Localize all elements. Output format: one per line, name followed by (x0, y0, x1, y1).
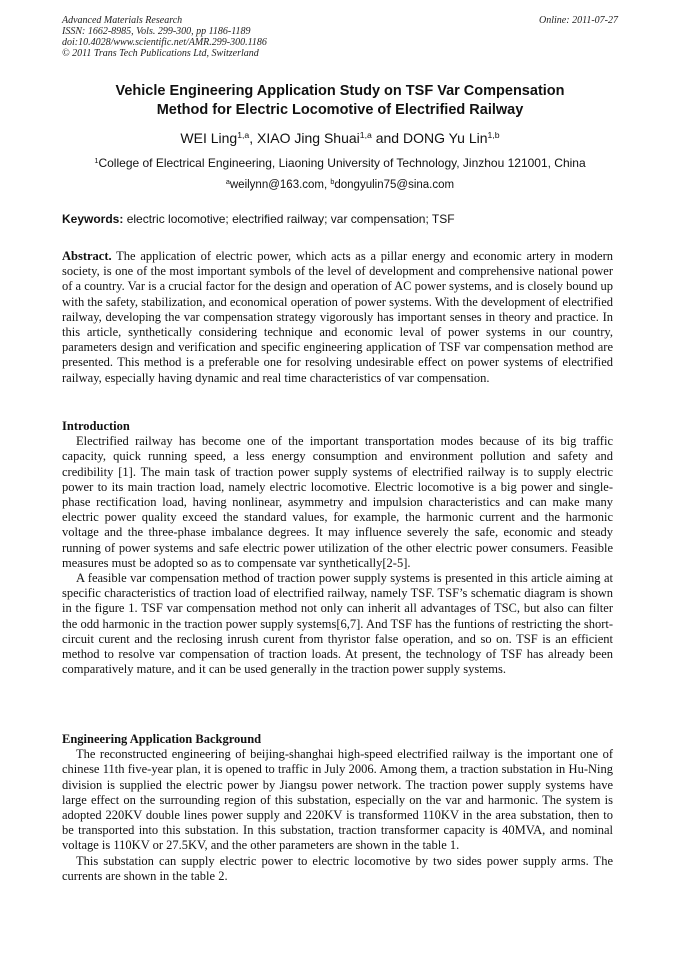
author-1: WEI Ling (180, 130, 238, 146)
title-line-2: Method for Electric Locomotive of Electrified Railway (156, 102, 524, 118)
background-section (62, 732, 613, 884)
abstract-label: Abstract. (62, 249, 112, 263)
paragraph: Electrified railway has become one of the important transportation modes because of its big traffic capacity, quick running speed, a less energy consumption and environment pollution and safety and credibility [1]. The main task of traction power supply systems of electrified railway is to supply electric power to its main traction load, namely electric locomotive. Electric locomotive is a big power and single-phase rectification load, having nonlinear, asymmetry and impulsion characteristics and can make many electric power quality exceed the standard values, for example, the harmonic current and the harmonic voltage and the three-phase imbalance degrees. It may influence severely the safe, economic and steady running of power systems and safe electric power utilization of the other electric power consumers. Feasible measures must be adopted so as to compensate var synthetically[2-5]. (62, 434, 613, 570)
author-3: DONG Yu Lin (402, 130, 488, 146)
copyright-line: © 2011 Trans Tech Publications Ltd, Switzerland (62, 48, 259, 59)
email-a-marker: a (225, 178, 230, 187)
paragraph: The reconstructed engineering of beijing-shanghai high-speed electrified railway is the important one of chinese 11th five-year plan, it is opened to traffic in July 2006. Among them, a traction substation in Hu-Ning division is supplied the electric power by Jiangsu power network. The traction power supply systems have large effect on the surrounding region of this substation, especially on the var and harmonic. The system is adopted 220KV double lines power supply and 220KV is transformed 110KV in the area substation, then to be transported into this substation. In this substation, traction transformer capacity is 40MVA, and nominal voltage is 110KV or 27.5KV, and the other parameters are shown in the table 1. (62, 747, 613, 853)
author-list (62, 129, 618, 147)
paragraph: A feasible var compensation method of traction power supply systems is presented in this article aiming at specific characteristics of traction load of electrified railway, namely TSF. TSF’s schematic diagram is shown in the figure 1. TSF var compensation method not only can inherit all advantages of TSC, but also can filter the odd harmonic in the traction power supply systems[6,7]. And TSF has the funtions of restricting the short-circuit curent and the reclosing inrush curent from thyristor false operation, and so on. TSF is an efficient method to resolve var compensation of traction loads. At present, the technology of TSF has already been comparatively mature, and it can be used generally in the traction power supply systems. (62, 571, 613, 677)
paper-title (62, 82, 618, 120)
introduction-section (62, 419, 613, 677)
author-emails (62, 178, 618, 193)
author-3-affil: 1,b (487, 130, 500, 141)
journal-header (62, 15, 618, 59)
author-1-affil: 1,a (237, 130, 250, 141)
online-date: Online: 2011-07-27 (539, 15, 618, 26)
affiliation-text: College of Electrical Engineering, Liaoning University of Technology, Jinzhou 121001, China (98, 156, 586, 170)
paragraph: This substation can supply electric power to electric locomotive by two sides power supply arms. The currents are shown in the table 2. (62, 853, 613, 883)
email-b: dongyulin75@sina.com (334, 179, 455, 191)
author-2: XIAO Jing Shuai (257, 130, 360, 146)
section-heading: Engineering Application Background (62, 732, 262, 746)
author-separator: , (249, 130, 258, 146)
keywords (62, 212, 618, 227)
affiliation (62, 156, 618, 171)
author-separator: and (371, 130, 403, 146)
journal-name: Advanced Materials Research (62, 15, 183, 26)
keywords-text: electric locomotive; electrified railway; var compensation; TSF (123, 212, 455, 226)
abstract-text: The application of electric power, which acts as a pillar energy and economic artery in modern society, is one of the most important symbols of the level of development and comprehensive national power of a country. Var is a crucial factor for the design and operation of AC power systems, and is closely bound up with the safety, stabilization, and economical operation of power systems. With the development of electrified railway, developing the var compensation strategy vigorously has important senses in theory and practice. In this article, synthetically considering technique and economic leval of power systems in our country, parameters design and verification and specific engineering application of TSF var compensation method are presented. This method is a preferable one for resolving undesirable effect on power systems of electrified railway, especially having dynamic and real time characteristics of var compensation. (62, 249, 613, 385)
email-a: weilynn@163.com, (229, 179, 331, 191)
issn-line: ISSN: 1662-8985, Vols. 299-300, pp 1186-1189 (62, 26, 251, 37)
affiliation-marker: 1 (94, 155, 99, 165)
abstract (62, 249, 613, 386)
keywords-label: Keywords: (62, 212, 124, 226)
author-2-affil: 1,a (359, 130, 372, 141)
doi-line: doi:10.4028/www.scientific.net/AMR.299-300.1186 (62, 37, 267, 48)
email-b-marker: b (330, 178, 335, 187)
section-heading: Introduction (62, 419, 130, 433)
title-line-1: Vehicle Engineering Application Study on TSF Var Compensation (115, 83, 565, 99)
